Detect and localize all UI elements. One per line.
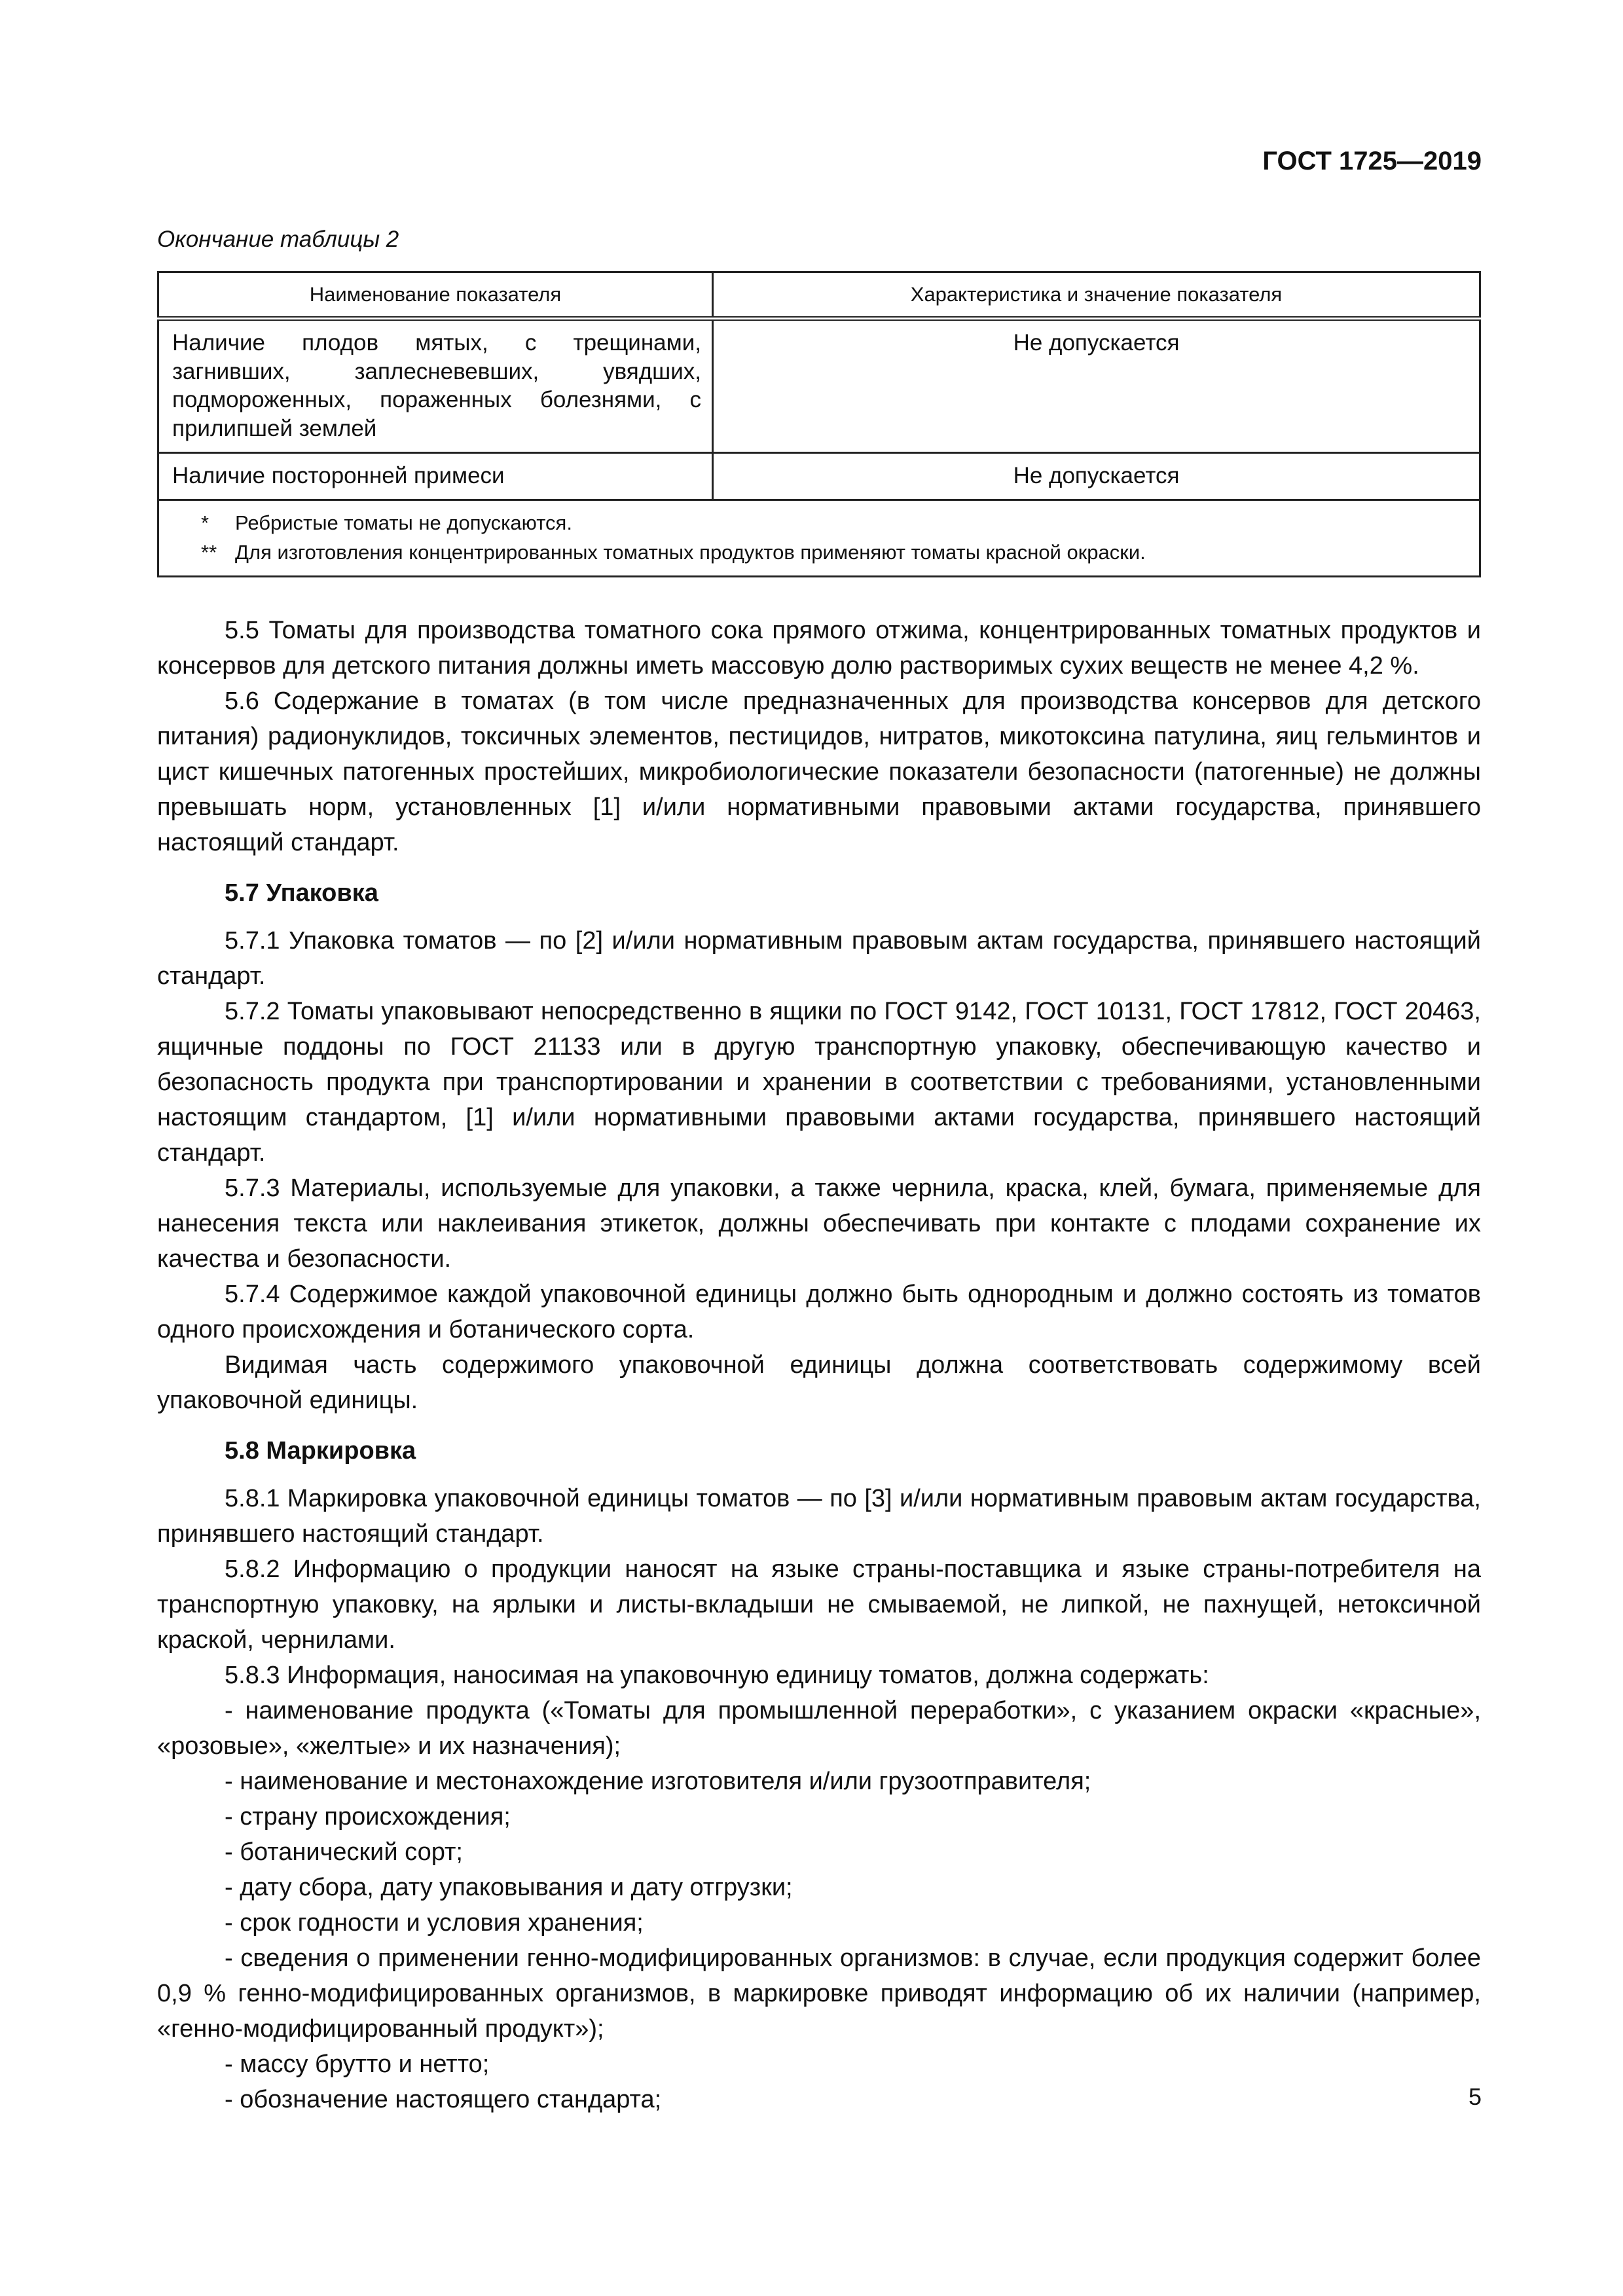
note-mark: * xyxy=(201,511,210,535)
paragraph-5-8-3: 5.8.3 Информация, наносимая на упаковочную единицу томатов, должна содержать: xyxy=(225,1662,1209,1689)
paragraph-5-8-1: 5.8.1 Маркировка упаковочной единицы томатов — по [3] и/или нормативным правовым актам государства, принявшего настоящий стандарт. xyxy=(157,1485,1481,1548)
table-row xyxy=(158,453,1480,500)
paragraph-5-7-3: 5.7.3 Материалы, используемые для упаковки, а также чернила, краска, клей, бумага, применяемые для нанесения текста или наклеивания этикеток, должны обеспечивать при контакте с плодами сохранение их качества и безопасности. xyxy=(157,1175,1481,1273)
table-note xyxy=(201,509,1466,538)
indicators-table xyxy=(157,271,1481,577)
section-heading-marking: 5.8 Маркировка xyxy=(225,1437,416,1465)
section-heading-packaging: 5.7 Упаковка xyxy=(225,879,378,907)
list-item: - сведения о применении генно-модифицированных организмов: в случае, если продукция содержит более 0,9 % генно-модифицированных организмов, в маркировке приводят информацию об их наличии (например, «генно-модифицированный продукт»); xyxy=(157,1944,1481,2043)
paragraph-5-7-4-visible-part: Видимая часть содержимого упаковочной единицы должна соответствовать содержимому всей упаковочной единицы. xyxy=(157,1351,1481,1414)
paragraph-5-5: 5.5 Томаты для производства томатного сока прямого отжима, концентрированных томатных продуктов и консервов для детского питания должны иметь массовую долю растворимых сухих веществ не менее 4,2 %. xyxy=(157,617,1481,680)
table-cell-name: Наличие плодов мятых, с трещинами, загнивших, заплесневевших, увядших, подмороженных, пораженных болезнями, с прилипшей землей xyxy=(158,319,713,453)
list-item: - обозначение настоящего стандарта; xyxy=(225,2086,662,2113)
note-text: Для изготовления концентрированных томатных продуктов применяют томаты красной окраски. xyxy=(235,541,1146,564)
standard-designation: ГОСТ 1725—2019 xyxy=(1262,147,1482,175)
table-note xyxy=(201,538,1466,568)
paragraph-5-7-4: 5.7.4 Содержимое каждой упаковочной единицы должно быть однородным и должно состоять из томатов одного происхождения и ботанического сорта. xyxy=(157,1281,1481,1343)
column-header-value: Характеристика и значение показателя xyxy=(713,272,1480,319)
note-mark: ** xyxy=(201,541,217,564)
table-caption: Окончание таблицы 2 xyxy=(157,227,399,252)
table-header-row xyxy=(158,272,1480,319)
list-item: - наименование и местонахождение изготовителя и/или грузоотправителя; xyxy=(225,1768,1091,1795)
paragraph-5-8-2: 5.8.2 Информацию о продукции наносят на языке страны-поставщика и языке страны-потребителя на транспортную упаковку, на ярлыки и листы-вкладыши не смываемой, не липкой, не пахнущей, нетоксичной краской, чернилами. xyxy=(157,1556,1481,1654)
table-notes-row xyxy=(158,500,1480,577)
paragraph-5-7-2: 5.7.2 Томаты упаковывают непосредственно в ящики по ГОСТ 9142, ГОСТ 10131, ГОСТ 17812, ГОСТ 20463, ящичные поддоны по ГОСТ 21133 или в другую транспортную упаковку, обеспечивающую качество и безопасность продукта при транспортировании и хранении в соответствии с требованиями, установленными настоящим стандартом, [1] и/или нормативными правовыми актами государства, принявшего настоящий стандарт. xyxy=(157,998,1481,1167)
list-item: - срок годности и условия хранения; xyxy=(225,1909,644,1937)
document-body xyxy=(157,613,1481,2117)
note-text: Ребристые томаты не допускаются. xyxy=(235,511,572,535)
column-header-name: Наименование показателя xyxy=(158,272,713,319)
table-row xyxy=(158,319,1480,453)
list-item: - массу брутто и нетто; xyxy=(225,2050,490,2078)
table-cell-name: Наличие посторонней примеси xyxy=(158,453,713,500)
list-item: - страну происхождения; xyxy=(225,1803,511,1831)
paragraph-5-7-1: 5.7.1 Упаковка томатов — по [2] и/или нормативным правовым актам государства, принявшего настоящий стандарт. xyxy=(157,927,1481,990)
list-item: - дату сбора, дату упаковывания и дату отгрузки; xyxy=(225,1874,793,1901)
paragraph-5-6: 5.6 Содержание в томатах (в том числе предназначенных для производства консервов для детского питания) радионуклидов, токсичных элементов, пестицидов, нитратов, микотоксина патулина, яиц гельминтов и цист кишечных патогенных простейших, микробиологические показатели безопасности (патогенные) не должны превышать норм, установленных [1] и/или нормативными правовыми актами государства, принявшего настоящий стандарт. xyxy=(157,687,1481,856)
list-item: - ботанический сорт; xyxy=(225,1838,463,1866)
table-cell-value: Не допускается xyxy=(713,453,1480,500)
table-notes xyxy=(158,500,1480,577)
page-number: 5 xyxy=(1468,2083,1482,2110)
table-cell-value: Не допускается xyxy=(713,319,1480,453)
list-item: - наименование продукта («Томаты для промышленной переработки», с указанием окраски «красные», «розовые», «желтые» и их назначения); xyxy=(157,1697,1481,1760)
